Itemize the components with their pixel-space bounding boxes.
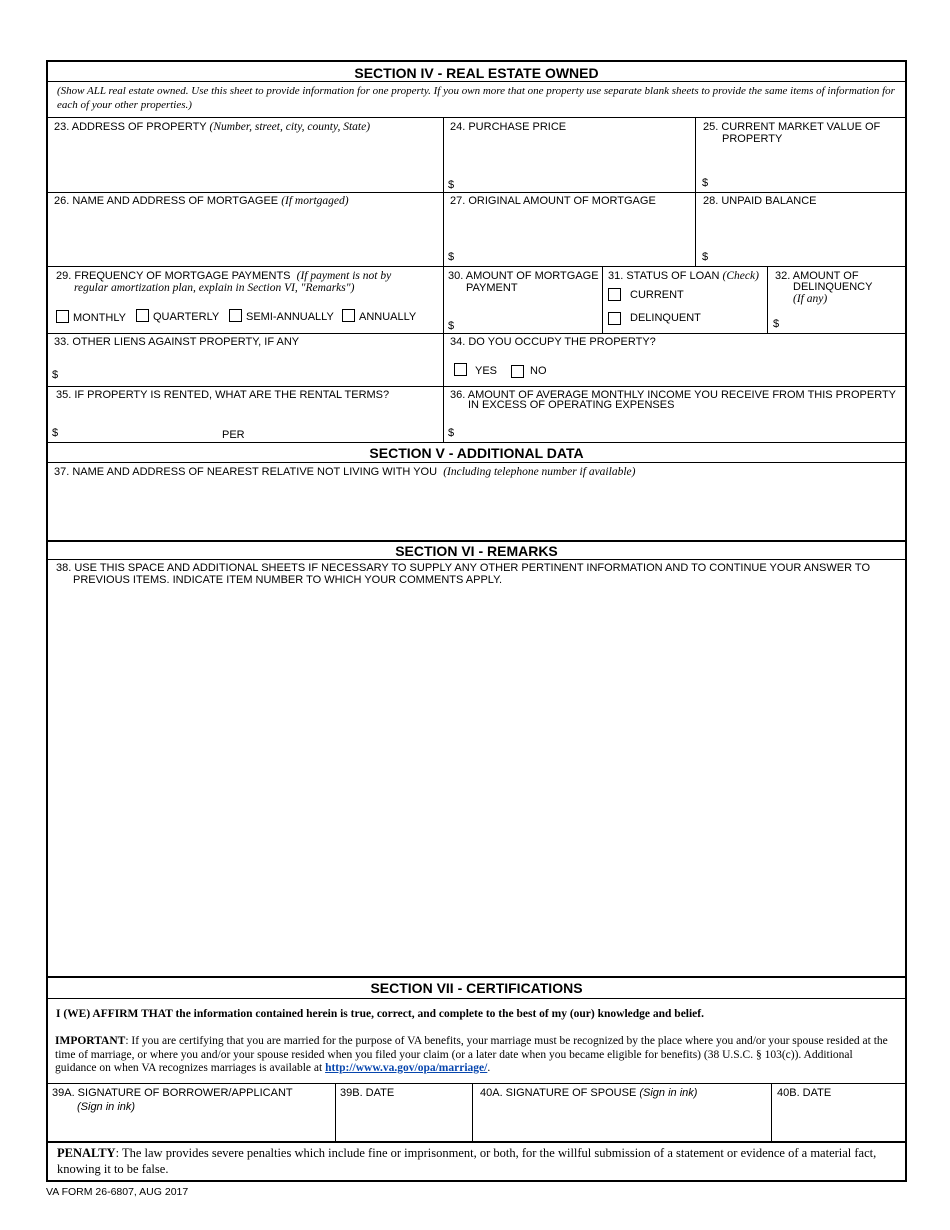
marriage-guidance-link[interactable]: http://www.va.gov/opa/marriage/: [325, 1062, 488, 1074]
divider: [443, 266, 444, 333]
currency-sign: $: [702, 251, 709, 263]
occupy-no-label: NO: [530, 365, 547, 377]
section-iv-title: SECTION IV - REAL ESTATE OWNED: [354, 65, 599, 81]
field-29-label: [56, 270, 391, 282]
important-text: : If you are certifying that you are married for the purpose of VA benefits, your marriage must be recognized by the place where you and/or your spouse resided at the time of marriage, or where you and/or your spouse resided when you filed your claim (or a later date when you became eligible for benefits) (38 U.S.C. § 103(c)). Additional guidance on when VA recognizes marriages is available at: [55, 1035, 888, 1074]
field-31-label: [608, 270, 759, 282]
field-40a-hint: (Sign in ink): [639, 1087, 698, 1099]
important-end: .: [487, 1062, 491, 1074]
divider: [46, 117, 907, 118]
rental-amount-input[interactable]: [62, 418, 217, 440]
field-30-label: 30. AMOUNT OF MORTGAGE: [448, 270, 599, 282]
mortgage-payment-input[interactable]: [458, 312, 600, 332]
currency-sign: $: [448, 179, 455, 191]
semi-annually-checkbox[interactable]: [229, 309, 242, 322]
divider: [46, 386, 907, 387]
field-39a-label: 39A. SIGNATURE OF BORROWER/APPLICANT: [52, 1087, 293, 1099]
divider: [46, 998, 907, 999]
nearest-relative-input[interactable]: [48, 480, 903, 538]
divider: [46, 442, 907, 443]
occupy-yes-label: YES: [475, 365, 498, 377]
currency-sign: $: [52, 427, 59, 439]
field-26-text: 26. NAME AND ADDRESS OF MORTGAGEE: [54, 195, 279, 207]
field-32-hint: (If any): [793, 293, 828, 305]
field-40a-text: 40A. SIGNATURE OF SPOUSE: [480, 1087, 637, 1099]
field-40a-label: [480, 1087, 697, 1099]
divider: [472, 1083, 473, 1141]
occupy-yes-checkbox[interactable]: [454, 363, 467, 376]
field-37-text: 37. NAME AND ADDRESS OF NEAREST RELATIVE NOT LIVING WITH YOU: [54, 466, 438, 478]
field-33-label: 33. OTHER LIENS AGAINST PROPERTY, IF ANY: [54, 336, 300, 348]
currency-sign: $: [448, 251, 455, 263]
field-39b-label: 39B. DATE: [340, 1087, 395, 1099]
annually-checkbox[interactable]: [342, 309, 355, 322]
field-37-label: [54, 466, 635, 478]
field-25-label: 25. CURRENT MARKET VALUE OF: [703, 121, 881, 133]
field-31-text: 31. STATUS OF LOAN: [608, 270, 720, 282]
field-34-label: 34. DO YOU OCCUPY THE PROPERTY?: [450, 336, 656, 348]
unpaid-balance-input[interactable]: [712, 243, 902, 265]
field-29-hint-cont: regular amortization plan, explain in Section VI, "Remarks"): [74, 282, 355, 294]
other-liens-input[interactable]: [62, 360, 440, 384]
divider: [771, 1083, 772, 1141]
divider: [46, 1083, 907, 1084]
current-label: CURRENT: [630, 289, 684, 301]
field-26-hint: (If mortgaged): [281, 195, 349, 207]
field-26-label: [54, 195, 349, 207]
section-v-title: SECTION V - ADDITIONAL DATA: [369, 445, 584, 461]
quarterly-checkbox[interactable]: [136, 309, 149, 322]
currency-sign: $: [773, 318, 780, 330]
field-29-text: 29. FREQUENCY OF MORTGAGE PAYMENTS: [56, 270, 291, 282]
semi-annually-label: SEMI-ANNUALLY: [246, 311, 334, 323]
divider: [767, 266, 768, 333]
borrower-signature-input[interactable]: [48, 1112, 333, 1140]
field-31-hint: (Check): [722, 270, 759, 282]
field-36-label-cont: IN EXCESS OF OPERATING EXPENSES: [468, 399, 675, 411]
field-40b-label: 40B. DATE: [777, 1087, 832, 1099]
spouse-signature-input[interactable]: [475, 1100, 769, 1140]
divider: [46, 81, 907, 82]
delinquent-checkbox[interactable]: [608, 312, 621, 325]
penalty-lead: PENALTY: [57, 1146, 116, 1160]
penalty-notice: [57, 1145, 902, 1177]
quarterly-label: QUARTERLY: [153, 311, 220, 323]
important-lead: IMPORTANT: [55, 1035, 126, 1047]
field-23-hint: (Number, street, city, county, State): [209, 121, 371, 133]
mortgagee-input[interactable]: [48, 208, 442, 266]
borrower-date-input[interactable]: [338, 1100, 470, 1140]
delinquent-label: DELINQUENT: [630, 312, 701, 324]
divider: [46, 266, 907, 267]
divider: [46, 333, 907, 334]
delinquency-amount-input[interactable]: [783, 310, 903, 332]
property-address-input[interactable]: [48, 132, 442, 192]
purchase-price-input[interactable]: [458, 170, 693, 192]
affirmation-text: I (WE) AFFIRM THAT the information contained herein is true, correct, and complete to the best of my (our) knowledge and belief.: [56, 1008, 704, 1020]
remarks-textarea[interactable]: [48, 590, 903, 974]
field-28-label: 28. UNPAID BALANCE: [703, 195, 817, 207]
divider: [46, 976, 907, 978]
divider: [46, 559, 907, 560]
currency-sign: $: [52, 369, 59, 381]
currency-sign: $: [448, 320, 455, 332]
field-38-label-cont: PREVIOUS ITEMS. INDICATE ITEM NUMBER TO WHICH YOUR COMMENTS APPLY.: [73, 574, 503, 586]
field-23-text: 23. ADDRESS OF PROPERTY: [54, 121, 207, 133]
field-29-hint: (If payment is not by: [296, 270, 392, 282]
currency-sign: $: [702, 177, 709, 189]
annually-label: ANNUALLY: [359, 311, 417, 323]
field-25-label-cont: PROPERTY: [722, 133, 783, 145]
currency-sign: $: [448, 427, 455, 439]
form-id: VA FORM 26-6807, AUG 2017: [46, 1186, 189, 1198]
field-30-label-cont: PAYMENT: [466, 282, 518, 294]
rental-period-input[interactable]: [248, 418, 440, 440]
market-value-input[interactable]: [712, 168, 902, 190]
divider: [46, 540, 907, 542]
divider: [602, 266, 603, 333]
field-32-label: 32. AMOUNT OF: [775, 270, 859, 282]
important-notice: [55, 1035, 893, 1076]
section-iv-intro: (Show ALL real estate owned. Use this sheet to provide information for one property. If you own more that one property use separate blank sheets to provide the same items of information for each of your other properties.): [57, 85, 895, 111]
monthly-checkbox[interactable]: [56, 310, 69, 323]
monthly-label: MONTHLY: [73, 312, 126, 324]
field-38-label: 38. USE THIS SPACE AND ADDITIONAL SHEETS IF NECESSARY TO SUPPLY ANY OTHER PERTINENT INFORMATION AND TO CONTINUE YOUR ANSWER TO: [56, 562, 870, 574]
field-27-label: 27. ORIGINAL AMOUNT OF MORTGAGE: [450, 195, 656, 207]
field-36-label: 36. AMOUNT OF AVERAGE MONTHLY INCOME YOU RECEIVE FROM THIS PROPERTY: [450, 389, 896, 401]
field-35-label: 35. IF PROPERTY IS RENTED, WHAT ARE THE RENTAL TERMS?: [56, 389, 390, 401]
rental-per-label: PER: [222, 429, 245, 441]
divider: [335, 1083, 336, 1141]
divider: [46, 192, 907, 193]
field-37-hint: (Including telephone number if available): [443, 466, 636, 478]
field-39a-hint: (Sign in ink): [77, 1101, 136, 1113]
divider: [443, 333, 444, 442]
field-24-label: 24. PURCHASE PRICE: [450, 121, 567, 133]
section-vii-title: SECTION VII - CERTIFICATIONS: [370, 980, 583, 996]
section-vi-title: SECTION VI - REMARKS: [395, 543, 558, 559]
original-mortgage-input[interactable]: [458, 243, 693, 265]
penalty-text: : The law provides severe penalties which include fine or imprisonment, or both, for the willful submission of a statement or evidence of a material fact, knowing it to be false.: [57, 1146, 877, 1176]
spouse-date-input[interactable]: [774, 1100, 903, 1140]
occupy-no-checkbox[interactable]: [511, 365, 524, 378]
field-32-label-cont: DELINQUENCY: [793, 281, 873, 293]
monthly-income-input[interactable]: [458, 418, 902, 440]
current-checkbox[interactable]: [608, 288, 621, 301]
divider: [46, 1141, 907, 1143]
divider: [46, 462, 907, 463]
